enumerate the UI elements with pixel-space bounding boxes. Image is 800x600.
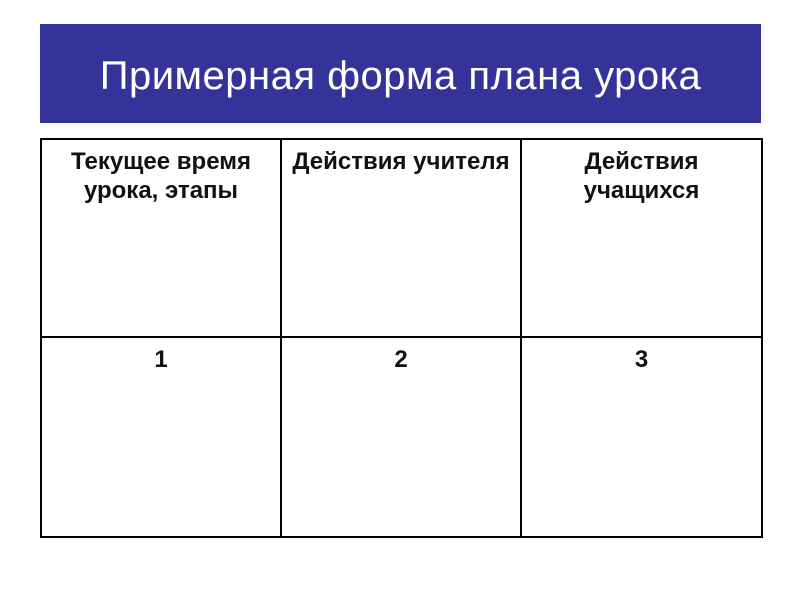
- header-cell-time-stages: [41, 139, 281, 337]
- number-cell-1: [41, 337, 281, 537]
- header-time-stages-label: Текущее время урока, этапы: [71, 148, 251, 204]
- slide-title: Примерная форма плана урока: [99, 54, 702, 98]
- number-cell-3: [521, 337, 762, 537]
- column-number-2: 2: [394, 346, 408, 373]
- table-header-row: [41, 139, 762, 337]
- column-number-3: 3: [634, 346, 649, 373]
- number-cell-2: [281, 337, 521, 537]
- header-cell-teacher-actions: [281, 139, 521, 337]
- title-bar: [40, 24, 761, 123]
- header-cell-student-actions: [521, 139, 762, 337]
- lesson-plan-table: [40, 138, 763, 538]
- header-teacher-actions-label: Действия учителя: [292, 148, 510, 175]
- table-number-row: [41, 337, 762, 537]
- header-student-actions-label: Действия учащихся: [583, 148, 700, 204]
- column-number-1: 1: [154, 346, 168, 373]
